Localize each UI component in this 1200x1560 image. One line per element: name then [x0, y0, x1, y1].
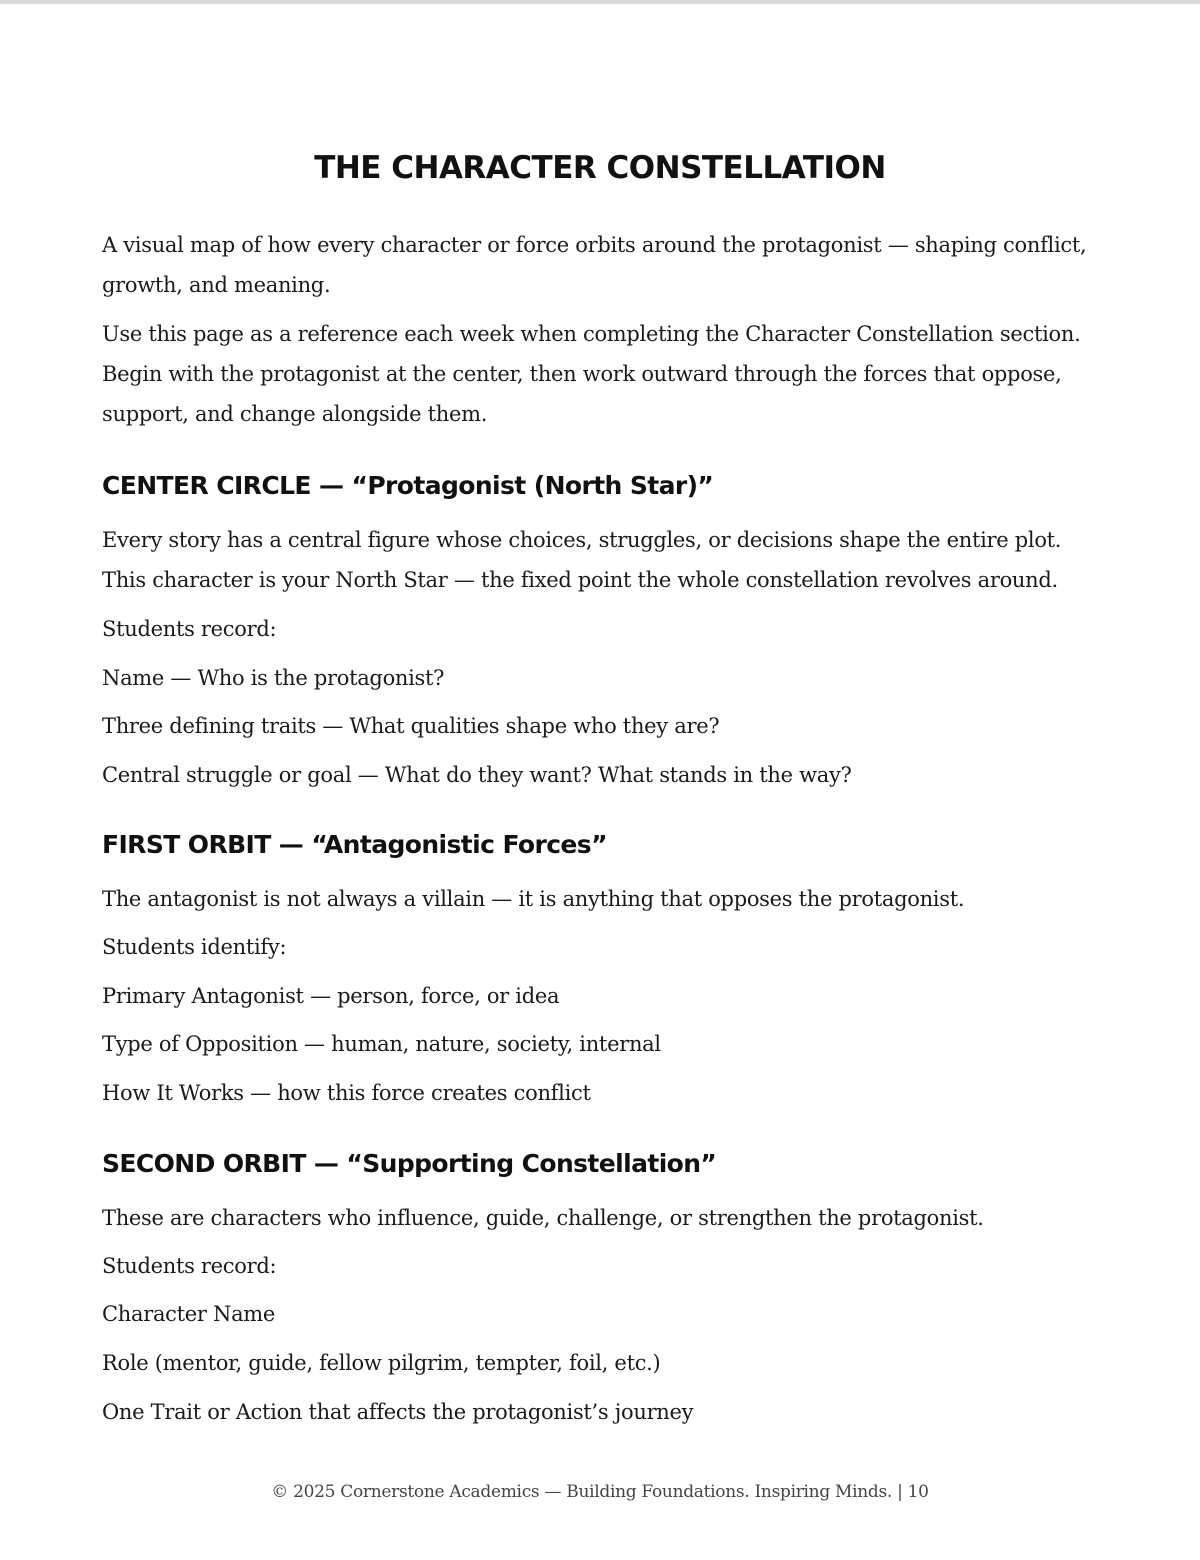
section-heading-center-circle: CENTER CIRCLE — “Protagonist (North Star)” [102, 471, 714, 500]
top-border [0, 0, 1200, 4]
list-item: Primary Antagonist — person, force, or idea [102, 984, 560, 1008]
page-title: THE CHARACTER CONSTELLATION [314, 150, 886, 186]
list-item: Role (mentor, guide, fellow pilgrim, tempter, foil, etc.) [102, 1351, 661, 1375]
list-item: Name — Who is the protagonist? [102, 666, 445, 690]
intro-paragraph-1: A visual map of how every character or force orbits around the protagonist — shaping conflict, growth, and meaning. [102, 233, 1087, 297]
list-item: One Trait or Action that affects the protagonist’s journey [102, 1400, 694, 1424]
section-heading-second-orbit: SECOND ORBIT — “Supporting Constellation” [102, 1149, 717, 1178]
list-item: How It Works — how this force creates conflict [102, 1081, 591, 1105]
list-item: Central struggle or goal — What do they want? What stands in the way? [102, 763, 852, 787]
section-prompt: Students record: [102, 1254, 277, 1278]
intro-paragraph-2: Use this page as a reference each week when completing the Character Constellation section. Begin with the protagonist at the center, then work outward through the forces that oppose, support, and change alongside them. [102, 322, 1081, 426]
section-heading-first-orbit: FIRST ORBIT — “Antagonistic Forces” [102, 830, 607, 859]
list-item: Character Name [102, 1302, 276, 1326]
list-item: Type of Opposition — human, nature, society, internal [102, 1032, 661, 1056]
section-description: These are characters who influence, guide, challenge, or strengthen the protagonist. [102, 1206, 984, 1230]
section-description: Every story has a central figure whose choices, struggles, or decisions shape the entire plot. This character is your North Star — the fixed point the whole constellation revolves around. [102, 528, 1062, 592]
section-prompt: Students identify: [102, 935, 287, 959]
section-prompt: Students record: [102, 617, 277, 641]
section-description: The antagonist is not always a villain — it is anything that opposes the protagonist. [102, 887, 965, 911]
list-item: Three defining traits — What qualities shape who they are? [102, 714, 720, 738]
page-footer: © 2025 Cornerstone Academics — Building Foundations. Inspiring Minds. | 10 [271, 1482, 929, 1502]
